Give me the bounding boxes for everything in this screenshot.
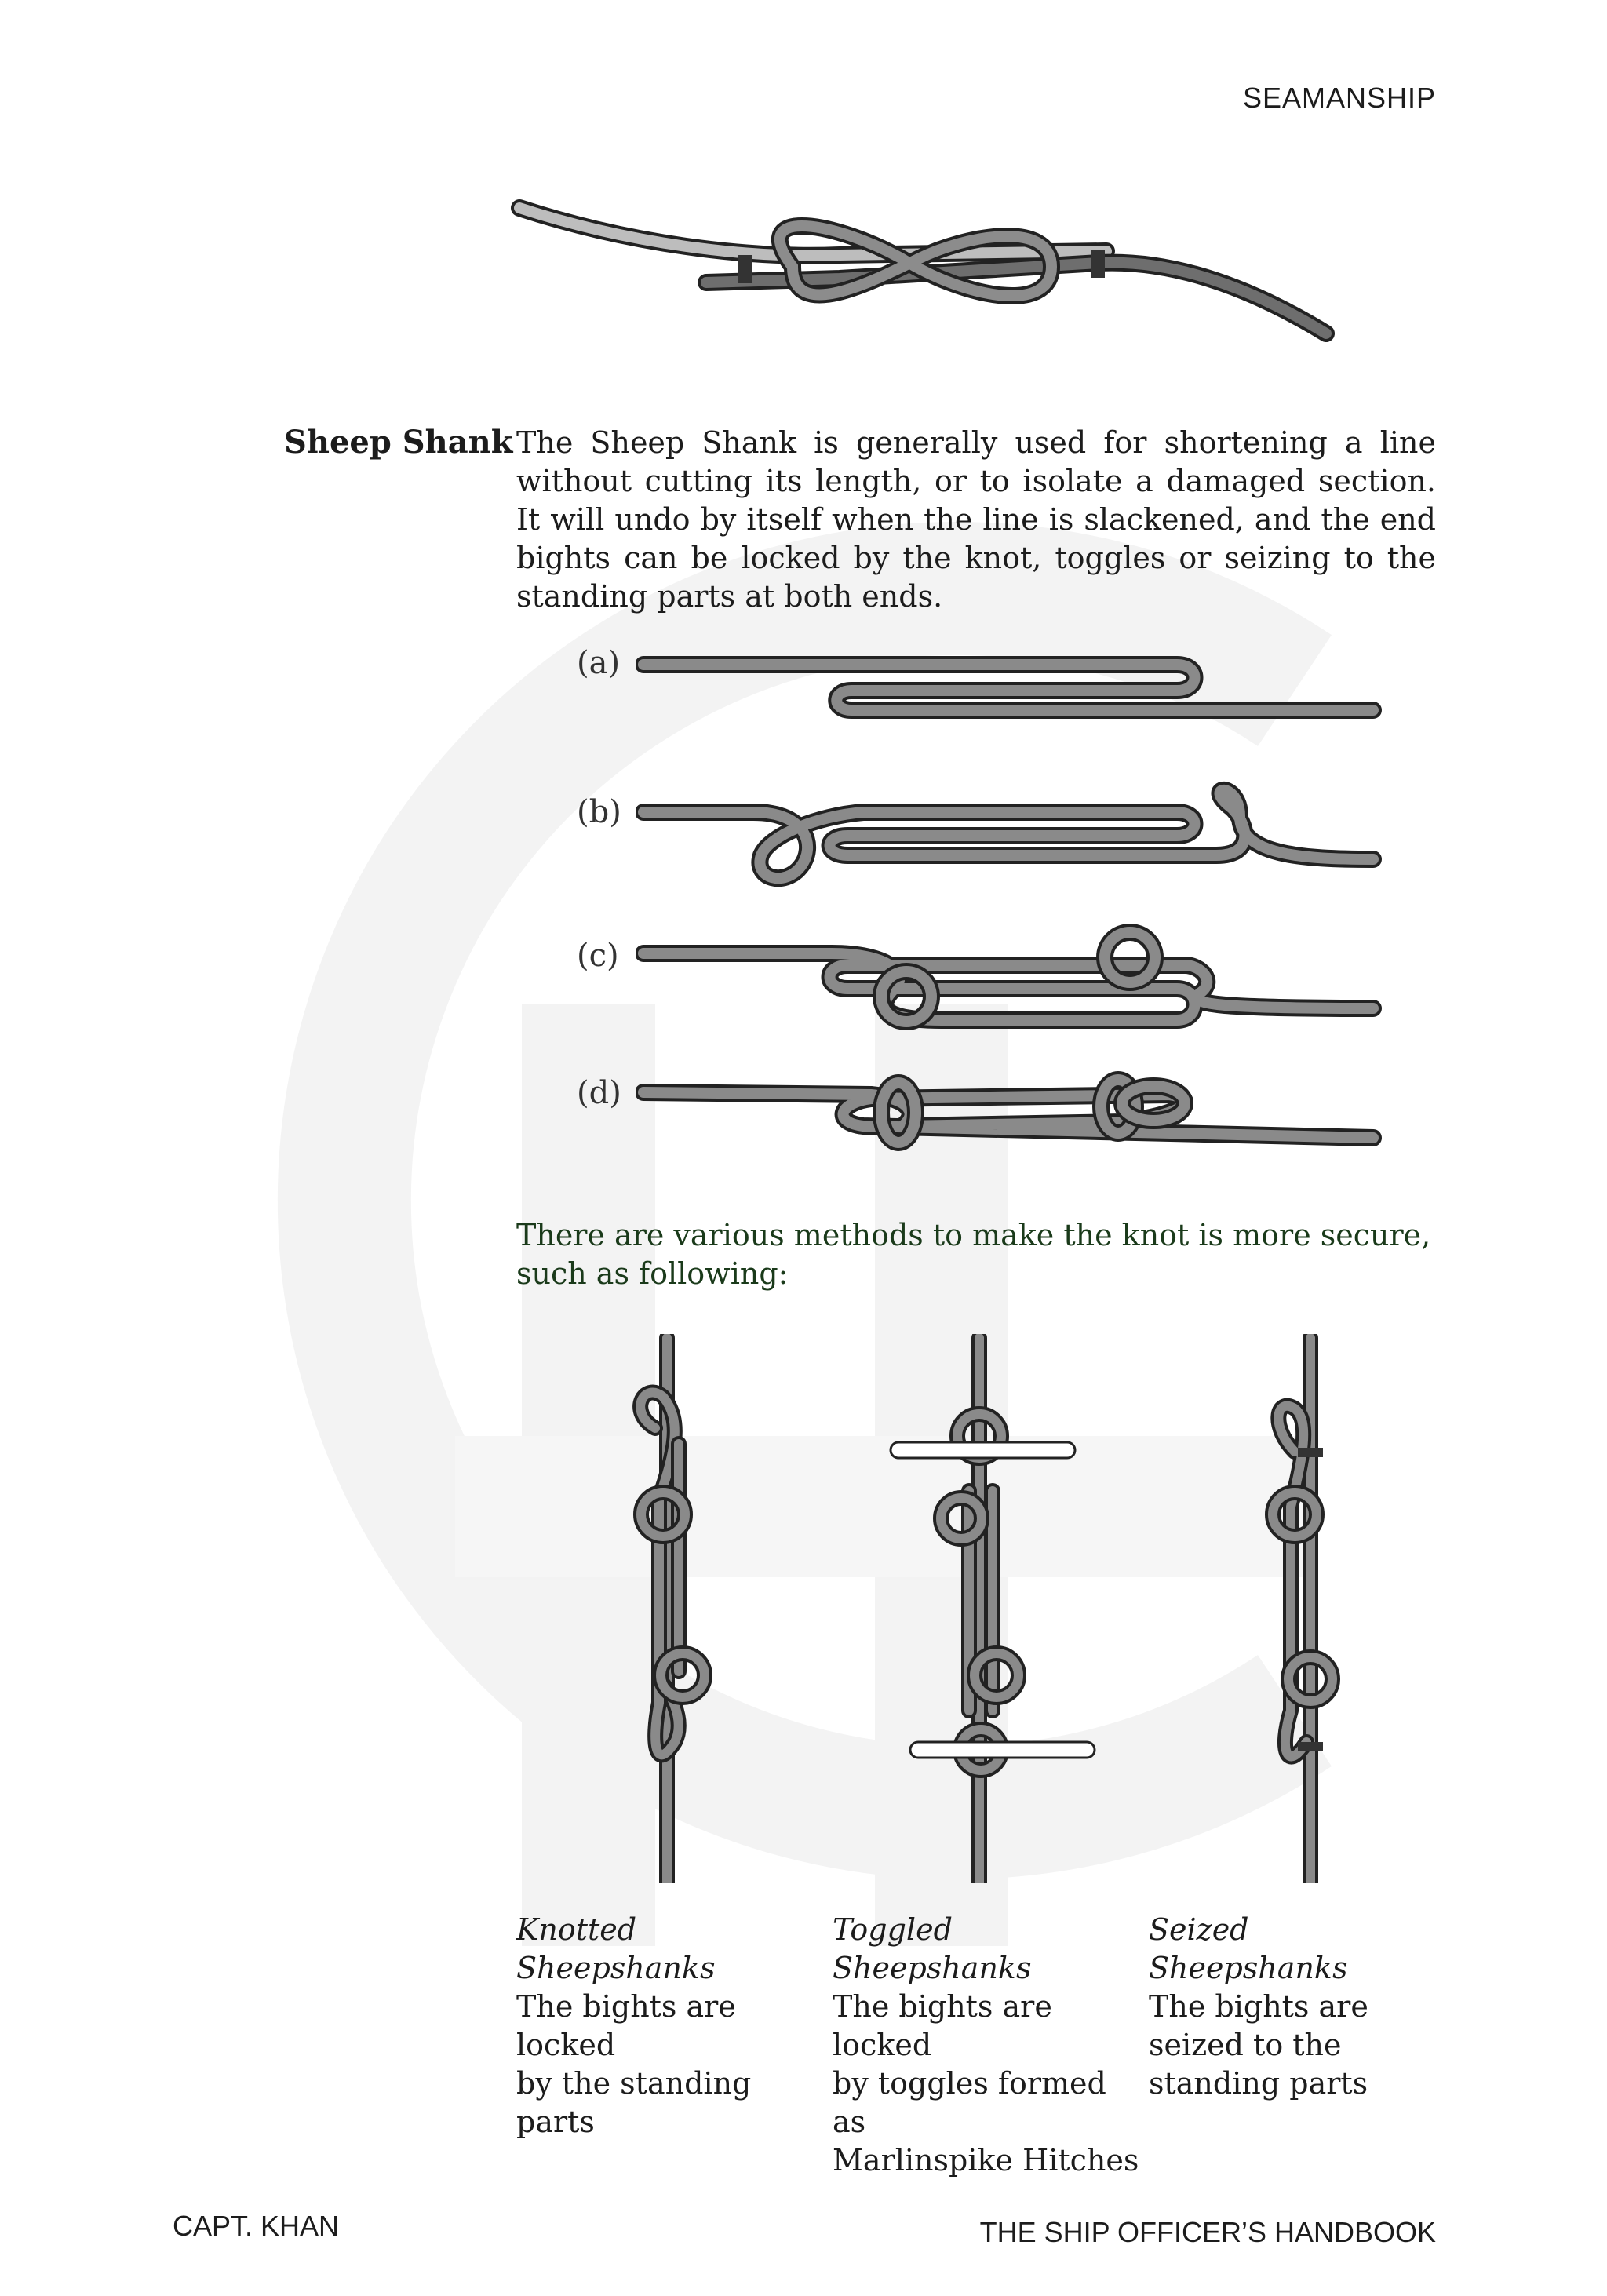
caption-seized	[1149, 1911, 1447, 2103]
step-label-a: (a)	[577, 645, 621, 681]
caption-title: Toggled Sheepshanks	[833, 1912, 1032, 1985]
section-heading: Sheep Shank	[284, 424, 513, 461]
sheep-shank-paragraph: The Sheep Shank is generally used for shortening a line without cutting its length, or to isolate a damaged section. It will undo by itself when the line is slackened, and the end bights can be locked by the knot, toggles or seizing to the standing parts at both ends.	[516, 425, 1436, 614]
step-label-d: (d)	[577, 1075, 621, 1111]
running-header: SEAMANSHIP	[1242, 82, 1436, 114]
step-label-c: (c)	[577, 938, 619, 974]
toggle-bar-top	[891, 1442, 1075, 1458]
caption-title: Knotted Sheepshanks	[516, 1912, 716, 1985]
caption-line: by toggles formed as	[833, 2066, 1106, 2139]
toggled-sheepshank-drawing	[941, 1338, 1018, 1883]
footer-book-title: THE SHIP OFFICER’S HANDBOOK	[979, 2216, 1436, 2248]
knot-illustration-top	[510, 188, 1342, 345]
caption-line: The bights are	[1149, 1989, 1368, 2024]
caption-line: by the standing parts	[516, 2066, 752, 2139]
footer-author: CAPT. KHAN	[173, 2210, 340, 2242]
secure-methods-intro: There are various methods to make the knot is more secure, such as following:	[516, 1218, 1431, 1291]
caption-title: Seized Sheepshanks	[1149, 1912, 1348, 1985]
caption-line: Marlinspike Hitches	[833, 2143, 1139, 2178]
sheepshank-variants-figure	[612, 1334, 1397, 1883]
toggle-bar-bottom	[910, 1742, 1095, 1758]
caption-line: standing parts	[1149, 2066, 1368, 2101]
caption-line: seized to the	[1149, 2028, 1342, 2062]
sheep-shank-steps-figure	[636, 643, 1389, 1177]
knotted-sheepshank-drawing	[640, 1338, 705, 1883]
caption-line: The bights are locked	[516, 1989, 736, 2062]
caption-toggled	[833, 1911, 1146, 2180]
caption-line: The bights are locked	[833, 1989, 1052, 2062]
step-label-b: (b)	[577, 794, 621, 830]
caption-knotted	[516, 1911, 830, 2141]
seized-sheepshank-drawing	[1273, 1338, 1332, 1883]
